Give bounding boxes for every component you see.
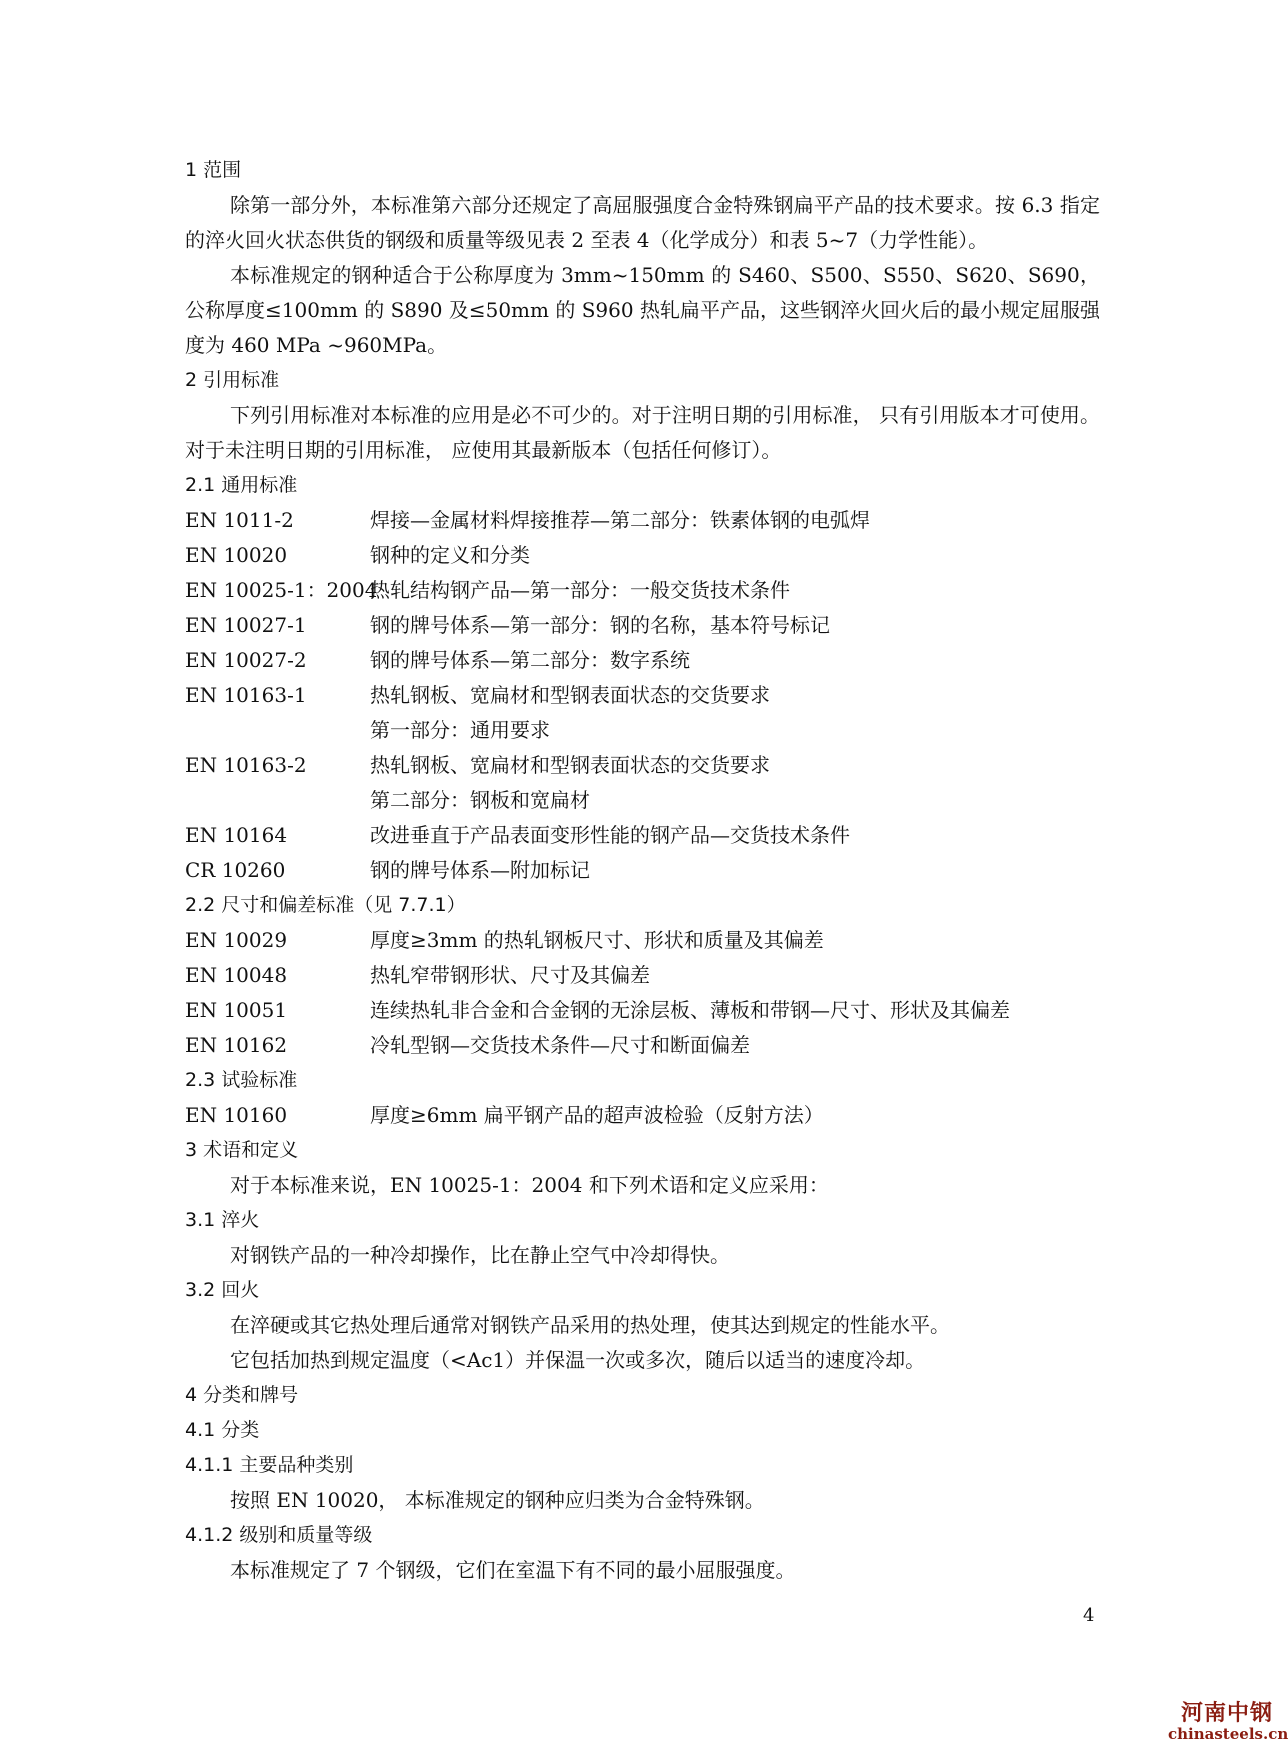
reference-row: [185, 958, 1100, 993]
watermark-en: chinasteels.cn: [1168, 1725, 1288, 1743]
reference-code: EN 10163-1: [185, 683, 307, 707]
reference-title: 钢的牌号体系—第二部分：数字系统: [370, 648, 690, 672]
reference-title: 热轧窄带钢形状、尺寸及其偏差: [370, 963, 650, 987]
reference-title: 厚度≥6mm 扁平钢产品的超声波检验（反射方法）: [370, 1103, 824, 1127]
reference-code: [185, 783, 370, 818]
reference-code: EN 10020: [185, 543, 288, 567]
reference-code: EN 10162: [185, 1033, 288, 1057]
section-4-heading: 4 分类和牌号: [185, 1384, 299, 1406]
reference-code: EN 10163-2: [185, 753, 307, 777]
reference-code: EN 10027-1: [185, 613, 307, 637]
reference-title: 钢的牌号体系—附加标记: [370, 858, 590, 882]
section-1-paragraph-2: 本标准规定的钢种适合于公称厚度为 3mm~150mm 的 S460、S500、S550、S620、S690，公称厚度≤100mm 的 S890 及≤50mm 的 S960 热轧扁平产品，这些钢淬火回火后的最小规定屈服强度为 460 MPa ~960MPa。: [185, 263, 1100, 357]
reference-title: 连续热轧非合金和合金钢的无涂层板、薄板和带钢—尺寸、形状及其偏差: [370, 998, 1010, 1022]
page-number: 4: [1083, 1605, 1095, 1626]
reference-title: 改进垂直于产品表面变形性能的钢产品—交货技术条件: [370, 823, 850, 847]
section-4-1-2-paragraph: 本标准规定了 7 个钢级，它们在室温下有不同的最小屈服强度。: [230, 1558, 796, 1582]
reference-code: EN 10027-2: [185, 648, 307, 672]
reference-code: EN 10164: [185, 823, 288, 847]
section-4-1-1-paragraph: 按照 EN 10020， 本标准规定的钢种应归类为合金特殊钢。: [230, 1488, 765, 1512]
reference-code: EN 10051: [185, 998, 288, 1022]
reference-row-continued: [185, 783, 1100, 818]
reference-code: CR 10260: [185, 858, 286, 882]
general-standards-list: [185, 503, 1100, 888]
reference-title: 钢的牌号体系—第一部分：钢的名称，基本符号标记: [370, 613, 830, 637]
reference-code: EN 1011-2: [185, 508, 294, 532]
reference-row: [185, 608, 1100, 643]
reference-title: 焊接—金属材料焊接推荐—第二部分：铁素体钢的电弧焊: [370, 508, 870, 532]
reference-code: [185, 713, 370, 748]
section-4-1-2-heading: 4.1.2 级别和质量等级: [185, 1524, 373, 1546]
reference-title: 冷轧型钢—交货技术条件—尺寸和断面偏差: [370, 1033, 750, 1057]
reference-code: EN 10160: [185, 1103, 288, 1127]
section-3-1-paragraph: 对钢铁产品的一种冷却操作，比在静止空气中冷却得快。: [230, 1243, 730, 1267]
section-2-paragraph: 下列引用标准对本标准的应用是必不可少的。对于注明日期的引用标准， 只有引用版本才可使用。对于未注明日期的引用标准， 应使用其最新版本（包括任何修订）。: [185, 403, 1100, 462]
reference-row: [185, 503, 1100, 538]
reference-row-continued: [185, 713, 1100, 748]
section-1-paragraph-1: 除第一部分外，本标准第六部分还规定了高屈服强度合金特殊钢扁平产品的技术要求。按 6.3 指定的淬火回火状态供货的钢级和质量等级见表 2 至表 4（化学成分）和表 5~7（力学性能）。: [185, 193, 1100, 252]
reference-row: [185, 853, 1100, 888]
section-1-heading: 1 范围: [185, 159, 242, 181]
section-2-3-heading: 2.3 试验标准: [185, 1069, 298, 1091]
section-4-1-heading: 4.1 分类: [185, 1419, 260, 1441]
reference-title: 热轧结构钢产品—第一部分：一般交货技术条件: [370, 578, 790, 602]
reference-row: [185, 923, 1100, 958]
reference-title: 厚度≥3mm 的热轧钢板尺寸、形状和质量及其偏差: [370, 928, 824, 952]
watermark-cn: 河南中钢: [1180, 1701, 1273, 1726]
reference-title: 第一部分：通用要求: [370, 718, 550, 742]
reference-row: [185, 818, 1100, 853]
section-4-1-1-heading: 4.1.1 主要品种类别: [185, 1454, 354, 1476]
section-3-paragraph: 对于本标准来说，EN 10025-1：2004 和下列术语和定义应采用：: [230, 1173, 829, 1197]
reference-title: 热轧钢板、宽扁材和型钢表面状态的交货要求: [370, 683, 770, 707]
reference-code: EN 10029: [185, 928, 288, 952]
reference-row: [185, 1028, 1100, 1063]
section-3-2-heading: 3.2 回火: [185, 1279, 260, 1301]
reference-row: [185, 993, 1100, 1028]
section-2-2-heading: 2.2 尺寸和偏差标准（见 7.7.1）: [185, 894, 466, 916]
test-standards-list: [185, 1098, 1100, 1133]
reference-row: [185, 748, 1100, 783]
section-3-2-paragraph-1: 在淬硬或其它热处理后通常对钢铁产品采用的热处理，使其达到规定的性能水平。: [230, 1313, 950, 1337]
section-2-heading: 2 引用标准: [185, 369, 280, 391]
reference-row: [185, 573, 1100, 608]
dimension-standards-list: [185, 923, 1100, 1063]
section-3-heading: 3 术语和定义: [185, 1139, 299, 1161]
reference-row: [185, 678, 1100, 713]
reference-title: 钢种的定义和分类: [370, 543, 530, 567]
reference-title: 热轧钢板、宽扁材和型钢表面状态的交货要求: [370, 753, 770, 777]
section-3-1-heading: 3.1 淬火: [185, 1209, 260, 1231]
section-2-1-heading: 2.1 通用标准: [185, 474, 298, 496]
reference-code: EN 10048: [185, 963, 288, 987]
reference-title: 第二部分：钢板和宽扁材: [370, 788, 590, 812]
page-content: [185, 153, 1100, 1588]
reference-code: EN 10025-1：2004: [185, 578, 378, 602]
reference-row: [185, 643, 1100, 678]
section-3-2-paragraph-2: 它包括加热到规定温度（<Ac1）并保温一次或多次，随后以适当的速度冷却。: [230, 1348, 926, 1372]
watermark-logo: [1168, 1703, 1286, 1742]
reference-row: [185, 538, 1100, 573]
reference-row: [185, 1098, 1100, 1133]
